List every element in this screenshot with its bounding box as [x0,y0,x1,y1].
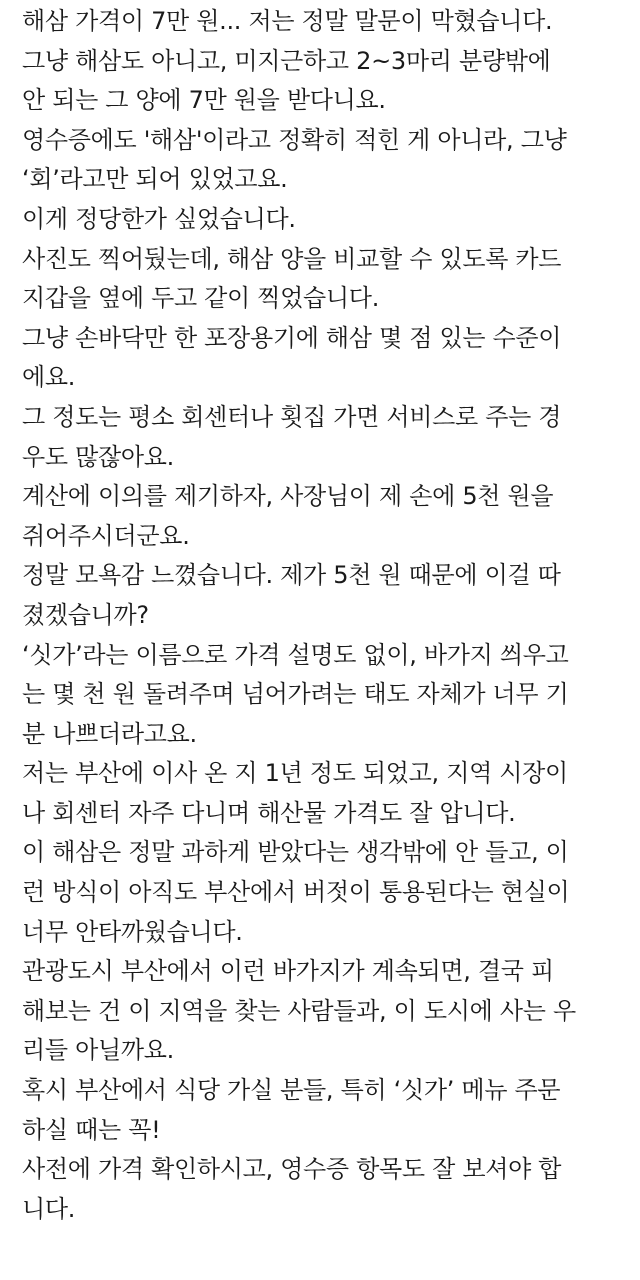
text-line: 그냥 해삼도 아니고, 미지근하고 2~3마리 분량밖에 [22,46,551,75]
text-line: 안 되는 그 양에 7만 원을 받다니요. [22,86,386,115]
post-body [22,2,632,1229]
text-line: ‘싯가’라는 이름으로 가격 설명도 없이, 바가지 씌우고 [22,640,569,669]
text-line: 영수증에도 '해삼'이라고 정확히 적힌 게 아니라, 그냥 [22,125,567,154]
text-line: 쥐어주시더군요. [22,521,190,550]
text-line: 정말 모욕감 느꼈습니다. 제가 5천 원 때문에 이걸 따 [22,561,561,590]
text-line: 그냥 손바닥만 한 포장용기에 해삼 몇 점 있는 수준이 [22,323,562,352]
text-line: 나 회센터 자주 다니며 해산물 가격도 잘 압니다. [22,798,516,827]
text-line: 리들 아닐까요. [22,1036,174,1065]
text-line: 해보는 건 이 지역을 찾는 사람들과, 이 도시에 사는 우 [22,996,576,1025]
text-line: 사전에 가격 확인하시고, 영수증 항목도 잘 보셔야 합 [22,1155,562,1184]
text-line: 사진도 찍어뒀는데, 해삼 양을 비교할 수 있도록 카드 [22,244,562,273]
text-line: 이게 정당한가 싶었습니다. [22,204,296,233]
text-line: 너무 안타까웠습니다. [22,917,243,946]
text-line: 저는 부산에 이사 온 지 1년 정도 되었고, 지역 시장이 [22,759,568,788]
text-line: 지갑을 옆에 두고 같이 찍었습니다. [22,284,380,313]
text-line: 분 나쁘더라고요. [22,719,197,748]
text-line: 런 방식이 아직도 부산에서 버젓이 통용된다는 현실이 [22,878,570,907]
text-line: 니다. [22,1194,76,1223]
text-line: ‘회’라고만 되어 있었고요. [22,165,288,194]
text-line: 하실 때는 꼭! [22,1115,161,1144]
text-line: 혹시 부산에서 식당 가실 분들, 특히 ‘싯가’ 메뉴 주문 [22,1076,561,1105]
text-line: 관광도시 부산에서 이런 바가지가 계속되면, 결국 피 [22,957,554,986]
text-line: 계산에 이의를 제기하자, 사장님이 제 손에 5천 원을 [22,482,554,511]
text-line: 에요. [22,363,76,392]
text-line: 졌겠습니까? [22,600,149,629]
text-line: 이 해삼은 정말 과하게 받았다는 생각밖에 안 들고, 이 [22,838,569,867]
text-line: 해삼 가격이 7만 원... 저는 정말 말문이 막혔습니다. [22,7,553,35]
text-line: 는 몇 천 원 돌려주며 넘어가려는 태도 자체가 너무 기 [22,680,569,709]
text-line: 우도 많잖아요. [22,442,174,471]
text-line: 그 정도는 평소 회센터나 횟집 가면 서비스로 주는 경 [22,402,562,431]
